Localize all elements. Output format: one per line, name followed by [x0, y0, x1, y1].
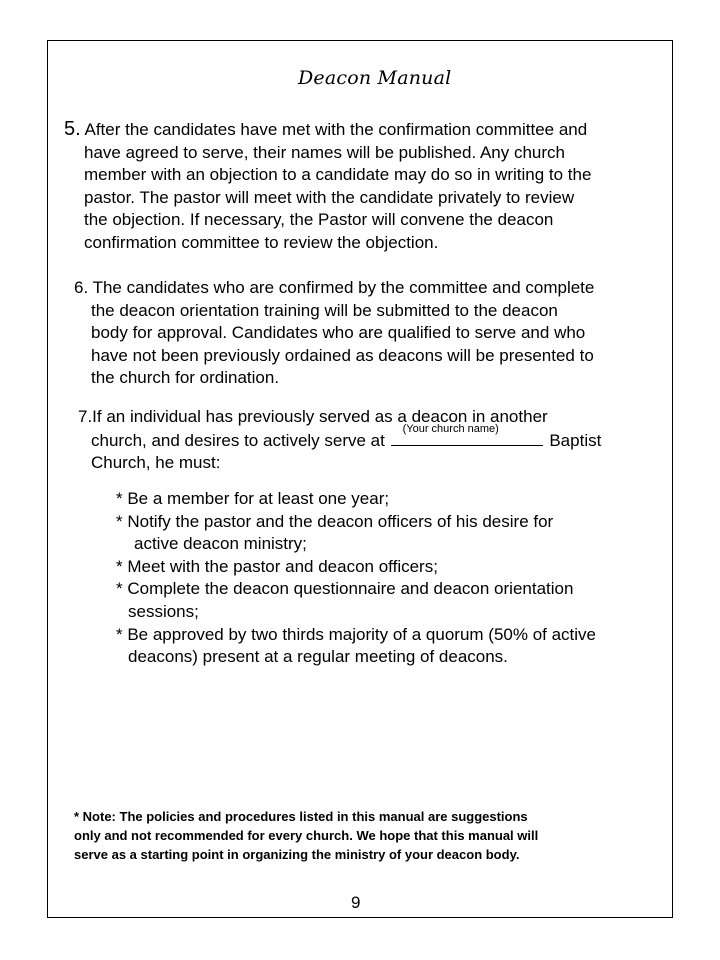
section-5-line: have agreed to serve, their names will be published. Any church [84, 142, 565, 162]
section-5 [64, 118, 591, 255]
requirement-item: * Complete the deacon questionnaire and deacon orientation [116, 579, 574, 599]
section-7-line-2: church, and desires to actively serve at (Your church name) Baptist [91, 422, 602, 450]
section-6-line: have not been previously ordained as deacons will be presented to [91, 345, 594, 365]
section-6-line-1: 6. The candidates who are confirmed by the committee and complete [74, 278, 595, 297]
requirement-item-continuation: active deacon ministry; [134, 534, 307, 554]
section-7-line-3: Church, he must: [91, 453, 221, 473]
section-5-number: 5. [64, 118, 81, 140]
section-7 [78, 406, 601, 475]
requirements-list [116, 488, 596, 669]
section-6-line: the deacon orientation training will be submitted to the deacon [91, 300, 558, 320]
section-6-line: the church for ordination. [91, 368, 280, 388]
requirement-item: * Be approved by two thirds majority of a quorum (50% of active [116, 624, 597, 644]
footnote [74, 807, 538, 864]
section-6 [74, 277, 594, 390]
requirement-item-continuation: deacons) present at a regular meeting of deacons. [128, 647, 508, 667]
section-5-line-1: 5. After the candidates have met with the confirmation committee and [64, 118, 588, 140]
section-5-line: the objection. If necessary, the Pastor will convene the deacon [84, 210, 554, 230]
church-name-blank [391, 422, 543, 446]
church-name-blank-label: (Your church name) [402, 422, 499, 435]
footnote-line: * Note: The policies and procedures listed in this manual are suggestions [74, 809, 528, 824]
requirement-item-continuation: sessions; [128, 601, 199, 621]
section-7-line-1: 7.If an individual has previously served as a deacon in another [78, 407, 548, 426]
page-title: Deacon Manual [298, 67, 452, 89]
section-6-line: body for approval. Candidates who are qualified to serve and who [91, 323, 586, 343]
footnote-line: serve as a starting point in organizing the ministry of your deacon body. [74, 847, 520, 862]
requirement-item: * Notify the pastor and the deacon officers of his desire for [116, 511, 554, 531]
footnote-line: only and not recommended for every church. We hope that this manual will [74, 828, 539, 843]
page-number: 9 [351, 893, 361, 912]
requirement-item: * Meet with the pastor and deacon officers; [116, 556, 438, 576]
section-5-line: member with an objection to a candidate may do so in writing to the [84, 165, 592, 185]
requirement-item: * Be a member for at least one year; [116, 489, 390, 508]
section-5-line: confirmation committee to review the objection. [84, 232, 439, 252]
section-5-line: pastor. The pastor will meet with the candidate privately to review [84, 187, 575, 207]
